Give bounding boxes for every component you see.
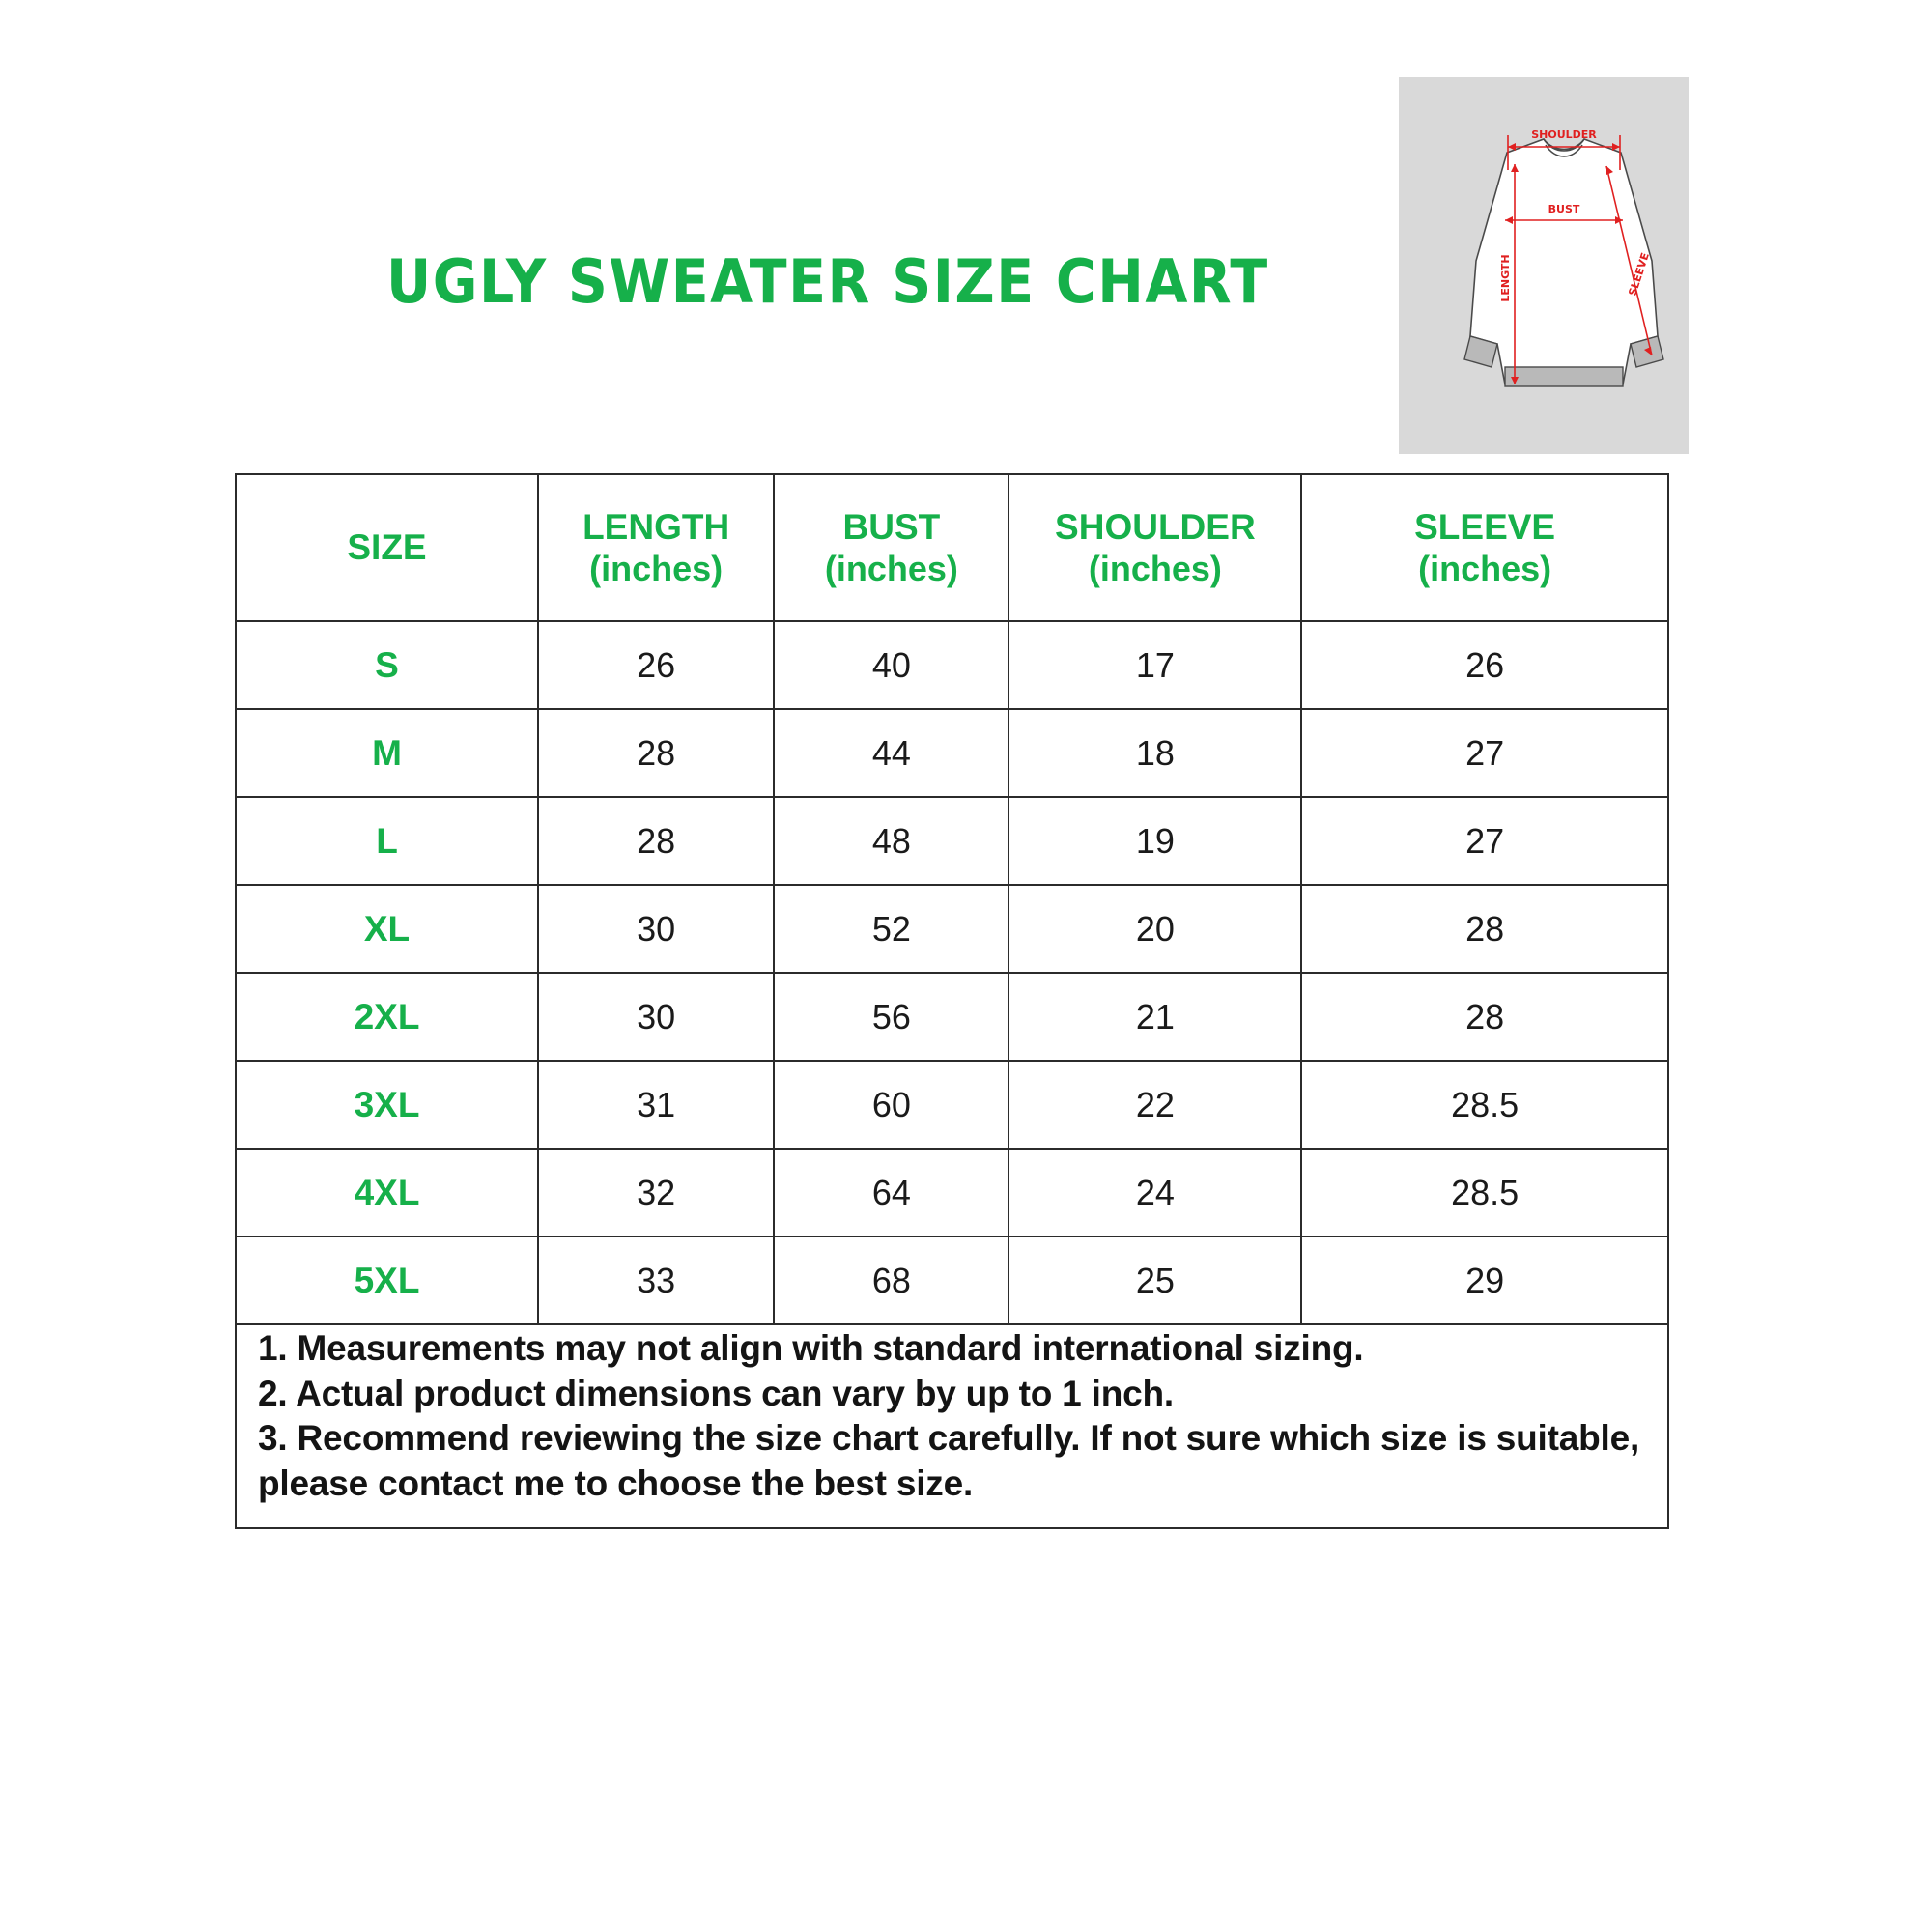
cell-shoulder: 19 xyxy=(1009,797,1301,885)
table-row xyxy=(236,885,1668,973)
column-header-sleeve-unit: (inches) xyxy=(1418,548,1552,588)
cell-sleeve: 27 xyxy=(1301,797,1668,885)
cell-sleeve: 28.5 xyxy=(1301,1061,1668,1149)
cell-sleeve: 28.5 xyxy=(1301,1149,1668,1236)
size-table xyxy=(235,473,1669,1325)
cell-size: 5XL xyxy=(236,1236,538,1324)
cell-sleeve: 29 xyxy=(1301,1236,1668,1324)
cell-size: 4XL xyxy=(236,1149,538,1236)
cell-length: 30 xyxy=(538,973,774,1061)
cell-sleeve: 28 xyxy=(1301,885,1668,973)
cell-shoulder: 18 xyxy=(1009,709,1301,797)
table-row xyxy=(236,621,1668,709)
cell-bust: 52 xyxy=(774,885,1009,973)
cell-shoulder: 20 xyxy=(1009,885,1301,973)
table-row xyxy=(236,797,1668,885)
cell-size: 3XL xyxy=(236,1061,538,1149)
cell-length: 28 xyxy=(538,709,774,797)
cell-shoulder: 24 xyxy=(1009,1149,1301,1236)
column-header-sleeve xyxy=(1301,474,1668,621)
cell-bust: 64 xyxy=(774,1149,1009,1236)
cell-length: 28 xyxy=(538,797,774,885)
cell-size: S xyxy=(236,621,538,709)
cell-bust: 60 xyxy=(774,1061,1009,1149)
cell-length: 32 xyxy=(538,1149,774,1236)
cell-sleeve: 28 xyxy=(1301,973,1668,1061)
table-row xyxy=(236,1149,1668,1236)
sweater-diagram xyxy=(1399,77,1689,454)
cell-bust: 40 xyxy=(774,621,1009,709)
table-body xyxy=(236,621,1668,1324)
cell-size: L xyxy=(236,797,538,885)
column-header-bust-unit: (inches) xyxy=(824,548,958,588)
cell-length: 30 xyxy=(538,885,774,973)
cell-length: 33 xyxy=(538,1236,774,1324)
column-header-size-label: SIZE xyxy=(347,527,427,568)
cell-length: 26 xyxy=(538,621,774,709)
note-line-2: 2. Actual product dimensions can vary by up to 1 inch. xyxy=(258,1373,1174,1413)
cell-bust: 48 xyxy=(774,797,1009,885)
note-line-3: 3. Recommend reviewing the size chart carefully. If not sure which size is suitable, please contact me to choose the best size. xyxy=(258,1418,1640,1503)
column-header-length-label: LENGTH xyxy=(582,506,730,547)
column-header-length-unit: (inches) xyxy=(589,548,724,588)
table-row xyxy=(236,973,1668,1061)
cell-shoulder: 25 xyxy=(1009,1236,1301,1324)
column-header-size xyxy=(236,474,538,621)
cell-size: M xyxy=(236,709,538,797)
cell-length: 31 xyxy=(538,1061,774,1149)
diagram-label-length: LENGTH xyxy=(1499,254,1512,302)
column-header-shoulder xyxy=(1009,474,1301,621)
notes-box xyxy=(235,1311,1669,1529)
size-table-container xyxy=(235,473,1669,1325)
page-title: UGLY SWEATER SIZE CHART xyxy=(386,246,1269,317)
table-header xyxy=(236,474,1668,621)
cell-size: 2XL xyxy=(236,973,538,1061)
column-header-shoulder-label: SHOULDER xyxy=(1055,506,1256,547)
column-header-length xyxy=(538,474,774,621)
cell-bust: 56 xyxy=(774,973,1009,1061)
cell-shoulder: 17 xyxy=(1009,621,1301,709)
diagram-label-bust: BUST xyxy=(1548,203,1580,215)
table-row xyxy=(236,1061,1668,1149)
note-line-1: 1. Measurements may not align with standard international sizing. xyxy=(258,1328,1364,1368)
column-header-shoulder-unit: (inches) xyxy=(1088,548,1222,588)
cell-shoulder: 22 xyxy=(1009,1061,1301,1149)
column-header-bust-label: BUST xyxy=(842,506,941,547)
cell-size: XL xyxy=(236,885,538,973)
cell-shoulder: 21 xyxy=(1009,973,1301,1061)
diagram-label-shoulder: SHOULDER xyxy=(1531,128,1597,141)
cell-bust: 68 xyxy=(774,1236,1009,1324)
diagram-label-sleeve: SLEEVE xyxy=(1626,251,1652,298)
cell-sleeve: 27 xyxy=(1301,709,1668,797)
column-header-sleeve-label: SLEEVE xyxy=(1414,506,1556,547)
cell-sleeve: 26 xyxy=(1301,621,1668,709)
table-row xyxy=(236,709,1668,797)
cell-bust: 44 xyxy=(774,709,1009,797)
column-header-bust xyxy=(774,474,1009,621)
table-header-row xyxy=(236,474,1668,621)
